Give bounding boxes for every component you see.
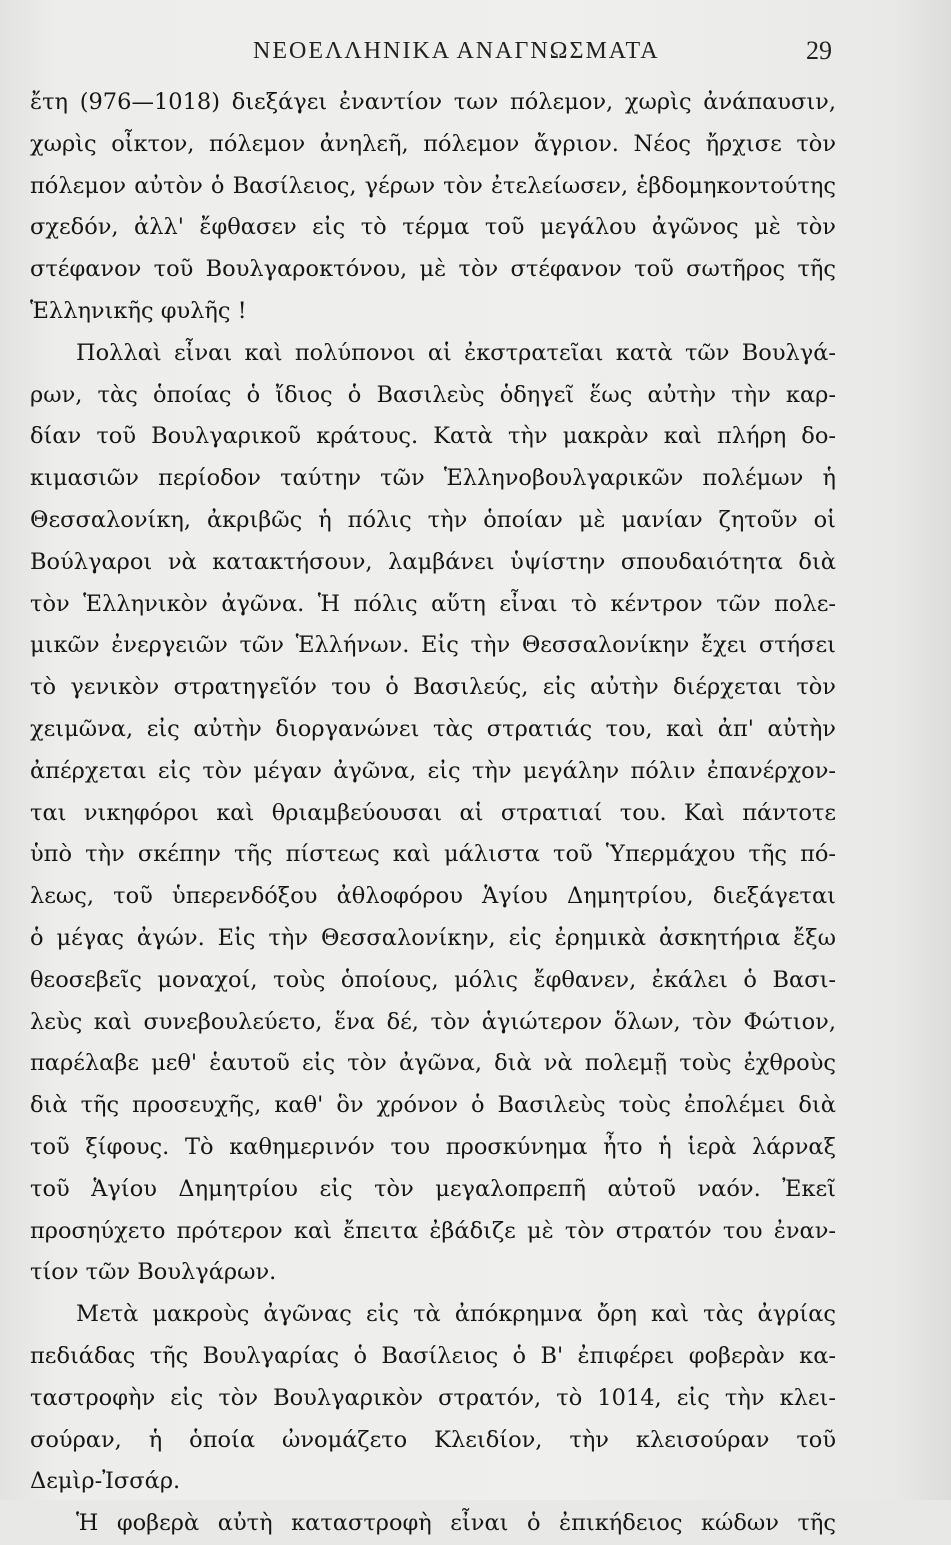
text-line: παρέλαβε μεθ' ἑαυτοῦ εἰς τὸν ἀγῶνα, διὰ νὰ πολεμῇ τοὺς ἐχθροὺς (30, 1050, 836, 1077)
text-line: ται νικηφόροι καὶ θριαμβεύουσαι αἱ στρατιαί του. Καὶ πάντοτε (30, 799, 836, 826)
text-line: Δεμὶρ-Ἰσσάρ. (30, 1468, 181, 1495)
text-line: σχεδόν, ἀλλ' ἔφθασεν εἰς τὸ τέρμα τοῦ μεγάλου ἀγῶνος μὲ τὸν (30, 214, 836, 241)
text-line: πεδιάδας τῆς Βουλγαρίας ὁ Βασίλειος ὁ Β' ἐπιφέρει φοβερὰν κα- (30, 1342, 836, 1369)
text-line: ὑπὸ τὴν σκέπην τῆς πίστεως καὶ μάλιστα τοῦ Ὑπερμάχου τῆς πό- (30, 841, 836, 868)
text-line: πόλεμον αὐτὸν ὁ Βασίλειος, γέρων τὸν ἐτελείωσεν, ἑβδομηκοντούτης (30, 172, 836, 199)
text-line: ρων, τὰς ὁποίας ὁ ἴδιος ὁ Βασιλεὺς ὁδηγεῖ ἕως αὐτὴν τὴν καρ- (30, 381, 836, 408)
page-header (0, 36, 951, 72)
text-line: θεοσεβεῖς μοναχοί, τοὺς ὁποίους, μόλις ἔφθανεν, ἐκάλει ὁ Βασι- (30, 966, 836, 993)
text-line: τίον τῶν Βουλγάρων. (30, 1259, 277, 1286)
text-line: χωρὶς οἶκτον, πόλεμον ἀνηλεῆ, πόλεμον ἄγριον. Νέος ἤρχισε τὸν (30, 130, 836, 157)
text-line: κιμασιῶν περίοδον ταύτην τῶν Ἑλληνοβουλγαρικῶν πολέμων ἡ (30, 465, 836, 492)
text-line: μικῶν ἐνεργειῶν τῶν Ἑλλήνων. Εἰς τὴν Θεσσαλονίκην ἔχει στήσει (30, 632, 836, 659)
text-line: τὸν Ἑλληνικὸν ἀγῶνα. Ἡ πόλις αὕτη εἶναι τὸ κέντρον τῶν πολε- (30, 590, 836, 617)
text-line: τοῦ ξίφους. Τὸ καθημερινόν του προσκύνημα ἦτο ἡ ἱερὰ λάρναξ (30, 1133, 836, 1160)
text-line: ταστροφὴν εἰς τὸν Βουλγαρικὸν στρατόν, τὸ 1014, εἰς τὴν κλει- (30, 1384, 836, 1411)
text-line: Πολλαὶ εἶναι καὶ πολύπονοι αἱ ἐκστρατεῖαι κατὰ τῶν Βουλγά- (76, 339, 836, 366)
text-line: Μετὰ μακροὺς ἀγῶνας εἰς τὰ ἀπόκρημνα ὄρη καὶ τὰς ἀγρίας (76, 1301, 836, 1328)
running-title: ΝΕΟΕΛΛΗΝΙΚΑ ΑΝΑΓΝΩΣΜΑΤΑ (253, 38, 660, 64)
text-line: ἀπέρχεται εἰς τὸν μέγαν ἀγῶνα, εἰς τὴν μεγάλην πόλιν ἐπανέρχον- (30, 757, 836, 784)
page-number: 29 (806, 36, 832, 65)
text-line: τὸ γενικὸν στρατηγεῖόν του ὁ Βασιλεύς, εἰς αὐτὴν διέρχεται τὸν (30, 674, 836, 701)
text-line: σούραν, ἡ ὁποία ὠνομάζετο Κλειδίον, τὴν κλεισούραν τοῦ (30, 1426, 836, 1453)
text-line: Θεσσαλονίκη, ἀκριβῶς ἡ πόλις τὴν ὁποίαν μὲ μανίαν ζητοῦν οἱ (30, 506, 836, 533)
text-line: τοῦ Ἁγίου Δημητρίου εἰς τὸν μεγαλοπρεπῆ αὐτοῦ ναόν. Ἐκεῖ (30, 1175, 836, 1202)
text-line: Ἑλληνικῆς φυλῆς ! (30, 297, 247, 324)
text-line: διὰ τῆς προσευχῆς, καθ' ὃν χρόνον ὁ Βασιλεὺς τοὺς ἐπολέμει διὰ (30, 1092, 836, 1119)
text-line: λεὺς καὶ συνεβουλεύετο, ἕνα δέ, τὸν ἁγιώτερον ὅλων, τὸν Φώτιον, (30, 1008, 836, 1035)
body-text (30, 82, 836, 1545)
text-line: λεως, τοῦ ὑπερενδόξου ἀθλοφόρου Ἁγίου Δημητρίου, διεξάγεται (30, 883, 836, 910)
text-line: Ἡ φοβερὰ αὐτὴ καταστροφὴ εἶναι ὁ ἐπικήδειος κώδων τῆς (76, 1510, 836, 1537)
text-line: χειμῶνα, εἰς αὐτὴν διοργανώνει τὰς στρατιάς του, καὶ ἀπ' αὐτὴν (30, 715, 836, 742)
text-line: ἔτη (976—1018) διεξάγει ἐναντίον των πόλεμον, χωρὶς ἀνάπαυσιν, (30, 89, 836, 115)
text-line: Βούλγαροι νὰ κατακτήσουν, λαμβάνει ὑψίστην σπουδαιότητα διὰ (30, 548, 836, 575)
text-line: δίαν τοῦ Βουλγαρικοῦ κράτους. Κατὰ τὴν μακρὰν καὶ πλήρη δο- (30, 423, 836, 450)
text-line: προσηύχετο πρότερον καὶ ἔπειτα ἐβάδιζε μὲ τὸν στρατόν του ἐναν- (30, 1217, 836, 1244)
text-line: στέφανον τοῦ Βουλγαροκτόνου, μὲ τὸν στέφανον τοῦ σωτῆρος τῆς (30, 256, 836, 283)
text-line: ὁ μέγας ἀγών. Εἰς τὴν Θεσσαλονίκην, εἰς ἐρημικὰ ἀσκητήρια ἔξω (30, 924, 836, 951)
